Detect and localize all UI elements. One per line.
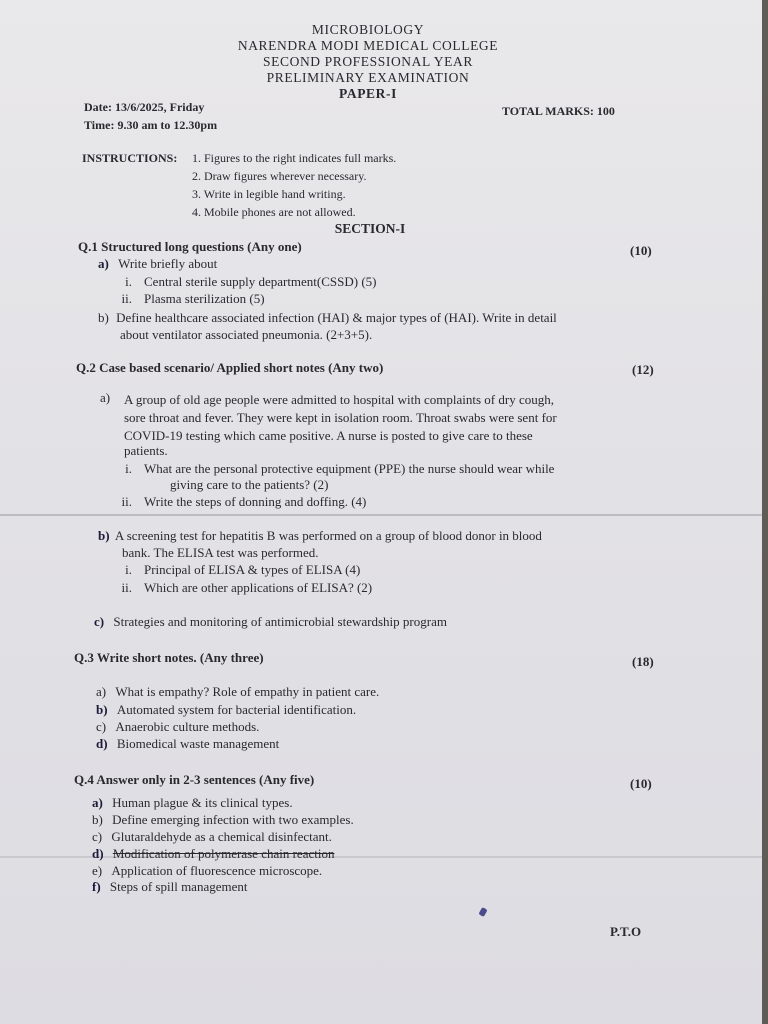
item-text: Automated system for bacterial identification.	[116, 702, 357, 717]
item-text: Application of fluorescence microscope.	[111, 863, 323, 878]
subject-title: MICROBIOLOGY	[311, 22, 425, 37]
q4-title: Q.4 Answer only in 2-3 sentences (Any five)	[74, 772, 315, 787]
q3-item	[96, 702, 356, 718]
roman-numeral: ii.	[121, 494, 132, 509]
q2-b-label: b)	[98, 528, 110, 543]
q3-item	[96, 736, 279, 752]
item-text: What is empathy? Role of empathy in patient care.	[115, 684, 380, 699]
pto-label: P.T.O	[610, 924, 642, 939]
roman-numeral: ii.	[121, 580, 132, 595]
item-label: f)	[92, 879, 101, 894]
item-label: b)	[92, 812, 103, 827]
q1-a-sub	[104, 291, 265, 307]
q2-b	[98, 528, 542, 544]
roman-numeral: i.	[125, 562, 132, 577]
paper-label: PAPER-I	[339, 86, 397, 101]
instruction-item: 4. Mobile phones are not allowed.	[192, 205, 356, 219]
q2-b-sub	[104, 580, 372, 596]
sub-question-text: Plasma sterilization (5)	[144, 291, 265, 306]
q2-a-sub	[104, 494, 366, 510]
q1-marks: (10)	[630, 243, 652, 258]
q3-title: Q.3 Write short notes. (Any three)	[74, 650, 264, 665]
q2-b-text: A screening test for hepatitis B was performed on a group of blood donor in blood	[114, 528, 542, 543]
q1-b-label: b)	[98, 310, 109, 325]
roman-numeral: ii.	[121, 291, 132, 306]
q2-b-sub	[104, 562, 360, 578]
q4-item	[92, 846, 334, 862]
q2-c	[94, 614, 447, 630]
q4-item	[92, 829, 332, 845]
q2-a-text: patients.	[124, 443, 168, 458]
ink-mark	[478, 907, 487, 917]
paper-fold-line	[0, 514, 762, 516]
q3-item	[96, 719, 259, 735]
item-text: Anaerobic culture methods.	[115, 719, 260, 734]
item-label: b)	[96, 702, 108, 717]
item-label: c)	[92, 829, 103, 844]
exam-label: PRELIMINARY EXAMINATION	[266, 70, 470, 85]
year-label: SECOND PROFESSIONAL YEAR	[263, 54, 473, 69]
instruction-item: 1. Figures to the right indicates full marks.	[192, 151, 397, 165]
q1-b-text: Define healthcare associated infection (HAI) & major types of (HAI). Write in detail	[116, 310, 557, 325]
item-label: a)	[92, 795, 103, 810]
sub-question-text: Principal of ELISA & types of ELISA (4)	[144, 562, 361, 577]
instructions-label: INSTRUCTIONS:	[82, 151, 178, 165]
q4-item	[92, 863, 322, 879]
item-label: d)	[92, 846, 104, 861]
item-text: Glutaraldehyde as a chemical disinfectant.	[111, 829, 332, 844]
q2-a-text: COVID-19 testing which came positive. A nurse is posted to give care to these	[124, 428, 533, 443]
q4-item	[92, 879, 247, 895]
instruction-item: 2. Draw figures wherever necessary.	[192, 169, 367, 183]
q1-b	[98, 310, 557, 326]
exam-date: Date: 13/6/2025, Friday	[84, 100, 205, 114]
section-title: SECTION-I	[334, 221, 406, 236]
exam-time: Time: 9.30 am to 12.30pm	[84, 118, 218, 132]
roman-numeral: i.	[125, 461, 132, 476]
q1-a-text: Write briefly about	[118, 256, 218, 271]
q3-marks: (18)	[632, 654, 654, 669]
q3-item	[96, 684, 379, 700]
q2-a-text: A group of old age people were admitted to hospital with complaints of dry cough,	[124, 392, 554, 407]
q1-a-label: a)	[98, 256, 109, 271]
q4-item	[92, 795, 293, 811]
item-text: Human plague & its clinical types.	[112, 795, 293, 810]
item-text: Define emerging infection with two examples.	[112, 812, 354, 827]
q1-b-text-cont: about ventilator associated pneumonia. (2+3+5).	[120, 327, 373, 342]
item-label: d)	[96, 736, 108, 751]
q4-marks: (10)	[630, 776, 652, 791]
instruction-item: 3. Write in legible hand writing.	[192, 187, 346, 201]
q4-item	[92, 812, 354, 828]
q2-a-sub-cont: giving care to the patients? (2)	[170, 477, 329, 492]
q1-title: Q.1 Structured long questions (Any one)	[78, 239, 302, 254]
q2-c-label: c)	[94, 614, 105, 629]
item-text: Biomedical waste management	[116, 736, 280, 751]
item-label: e)	[92, 863, 103, 878]
item-label: a)	[96, 684, 107, 699]
q1-a	[98, 256, 217, 272]
sub-question-text: Write the steps of donning and doffing. (4)	[144, 494, 367, 509]
total-marks: TOTAL MARKS: 100	[502, 104, 615, 118]
roman-numeral: i.	[125, 274, 132, 289]
q2-c-text: Strategies and monitoring of antimicrobial stewardship program	[113, 614, 447, 629]
sub-question-text: Which are other applications of ELISA? (2)	[144, 580, 373, 595]
sub-question-text: Central sterile supply department(CSSD) (5)	[144, 274, 377, 289]
college-name: NARENDRA MODI MEDICAL COLLEGE	[237, 38, 499, 53]
q2-a-text: sore throat and fever. They were kept in isolation room. Throat swabs were sent for	[124, 410, 557, 425]
q1-a-sub	[104, 274, 377, 290]
sub-question-text: What are the personal protective equipment (PPE) the nurse should wear while	[144, 461, 555, 476]
item-text: Steps of spill management	[109, 879, 248, 894]
q2-title: Q.2 Case based scenario/ Applied short notes (Any two)	[76, 360, 384, 375]
q2-b-text: bank. The ELISA test was performed.	[122, 545, 319, 560]
q2-marks: (12)	[632, 362, 654, 377]
q2-a-sub	[104, 461, 554, 477]
item-label: c)	[96, 719, 107, 734]
q2-a-label: a)	[100, 390, 111, 405]
item-text: Modification of polymerase chain reaction	[112, 846, 335, 861]
